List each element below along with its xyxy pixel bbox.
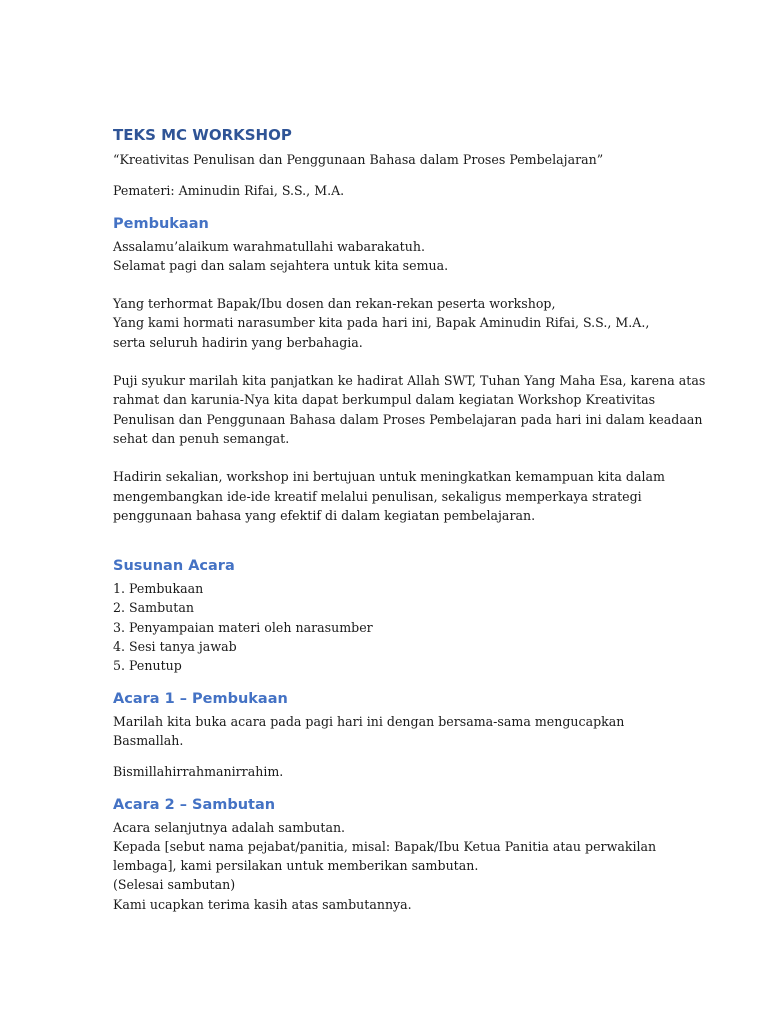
speaker-line: Pemateri: Aminudin Rifai, S.S., M.A. [113,183,345,199]
agenda-item: 5. Penutup [113,658,182,674]
text-line: Selamat pagi dan salam sejahtera untuk kita semua. [113,257,449,273]
acara2-paragraph [113,818,673,914]
section-heading-pembukaan: Pembukaan [113,215,209,232]
agenda-item: 4. Sesi tanya jawab [113,639,237,655]
text-line: Kami ucapkan terima kasih atas sambutannya. [113,896,412,912]
agenda-item: 3. Penyampaian materi oleh narasumber [113,619,373,635]
section-heading-acara-1: Acara 1 – Pembukaan [113,690,288,707]
text-line: Hadirin sekalian, workshop ini bertujuan untuk meningkatkan kemampuan kita dalam [113,469,665,485]
agenda-item: 1. Pembukaan [113,581,204,597]
text-line: sehat dan penuh semangat. [113,430,290,446]
acara1-basmallah-line: Bismillahirrahmanirrahim. [113,764,284,780]
workshop-theme: “Kreativitas Penulisan dan Penggunaan Bahasa dalam Proses Pembelajaran” [113,152,604,167]
section-heading-acara-2: Acara 2 – Sambutan [113,796,276,813]
text-line: serta seluruh hadirin yang berbahagia. [113,334,363,350]
text-line: Assalamu’alaikum warahmatullahi wabarakatuh. [113,238,425,254]
text-line: Acara selanjutnya adalah sambutan. [113,819,346,835]
text-line: Penulisan dan Penggunaan Bahasa dalam Proses Pembelajaran pada hari ini dalam keadaan [113,411,703,427]
document-page [113,124,706,914]
purpose-paragraph [113,467,673,525]
honorifics-paragraph [113,294,673,352]
document-title: TEKS MC WORKSHOP [113,126,292,144]
text-line: penggunaan bahasa yang efektif di dalam kegiatan pembelajaran. [113,507,536,523]
text-line: Puji syukur marilah kita panjatkan ke hadirat Allah SWT, Tuhan Yang Maha Esa, karena atas [113,373,706,389]
text-line: Yang kami hormati narasumber kita pada hari ini, Bapak Aminudin Rifai, S.S., M.A., [113,315,650,331]
text-line: mengembangkan ide-ide kreatif melalui penulisan, sekaligus memperkaya strategi [113,488,642,504]
text-line: (Selesai sambutan) [113,877,236,893]
gratitude-paragraph [113,371,706,448]
acara1-opening-line: Marilah kita buka acara pada pagi hari ini dengan bersama-sama mengucapkan Basmallah. [113,713,625,748]
section-heading-susunan-acara: Susunan Acara [113,558,235,575]
text-line: Kepada [sebut nama pejabat/panitia, misal: Bapak/Ibu Ketua Panitia atau perwakilan [113,838,657,854]
text-line: lembaga], kami persilakan untuk memberikan sambutan. [113,858,479,874]
agenda-list [113,579,673,675]
greeting-paragraph [113,237,673,276]
text-line: rahmat dan karunia-Nya kita dapat berkumpul dalam kegiatan Workshop Kreativitas [113,392,656,408]
agenda-item: 2. Sambutan [113,600,194,616]
text-line: Yang terhormat Bapak/Ibu dosen dan rekan-rekan peserta workshop, [113,296,556,312]
